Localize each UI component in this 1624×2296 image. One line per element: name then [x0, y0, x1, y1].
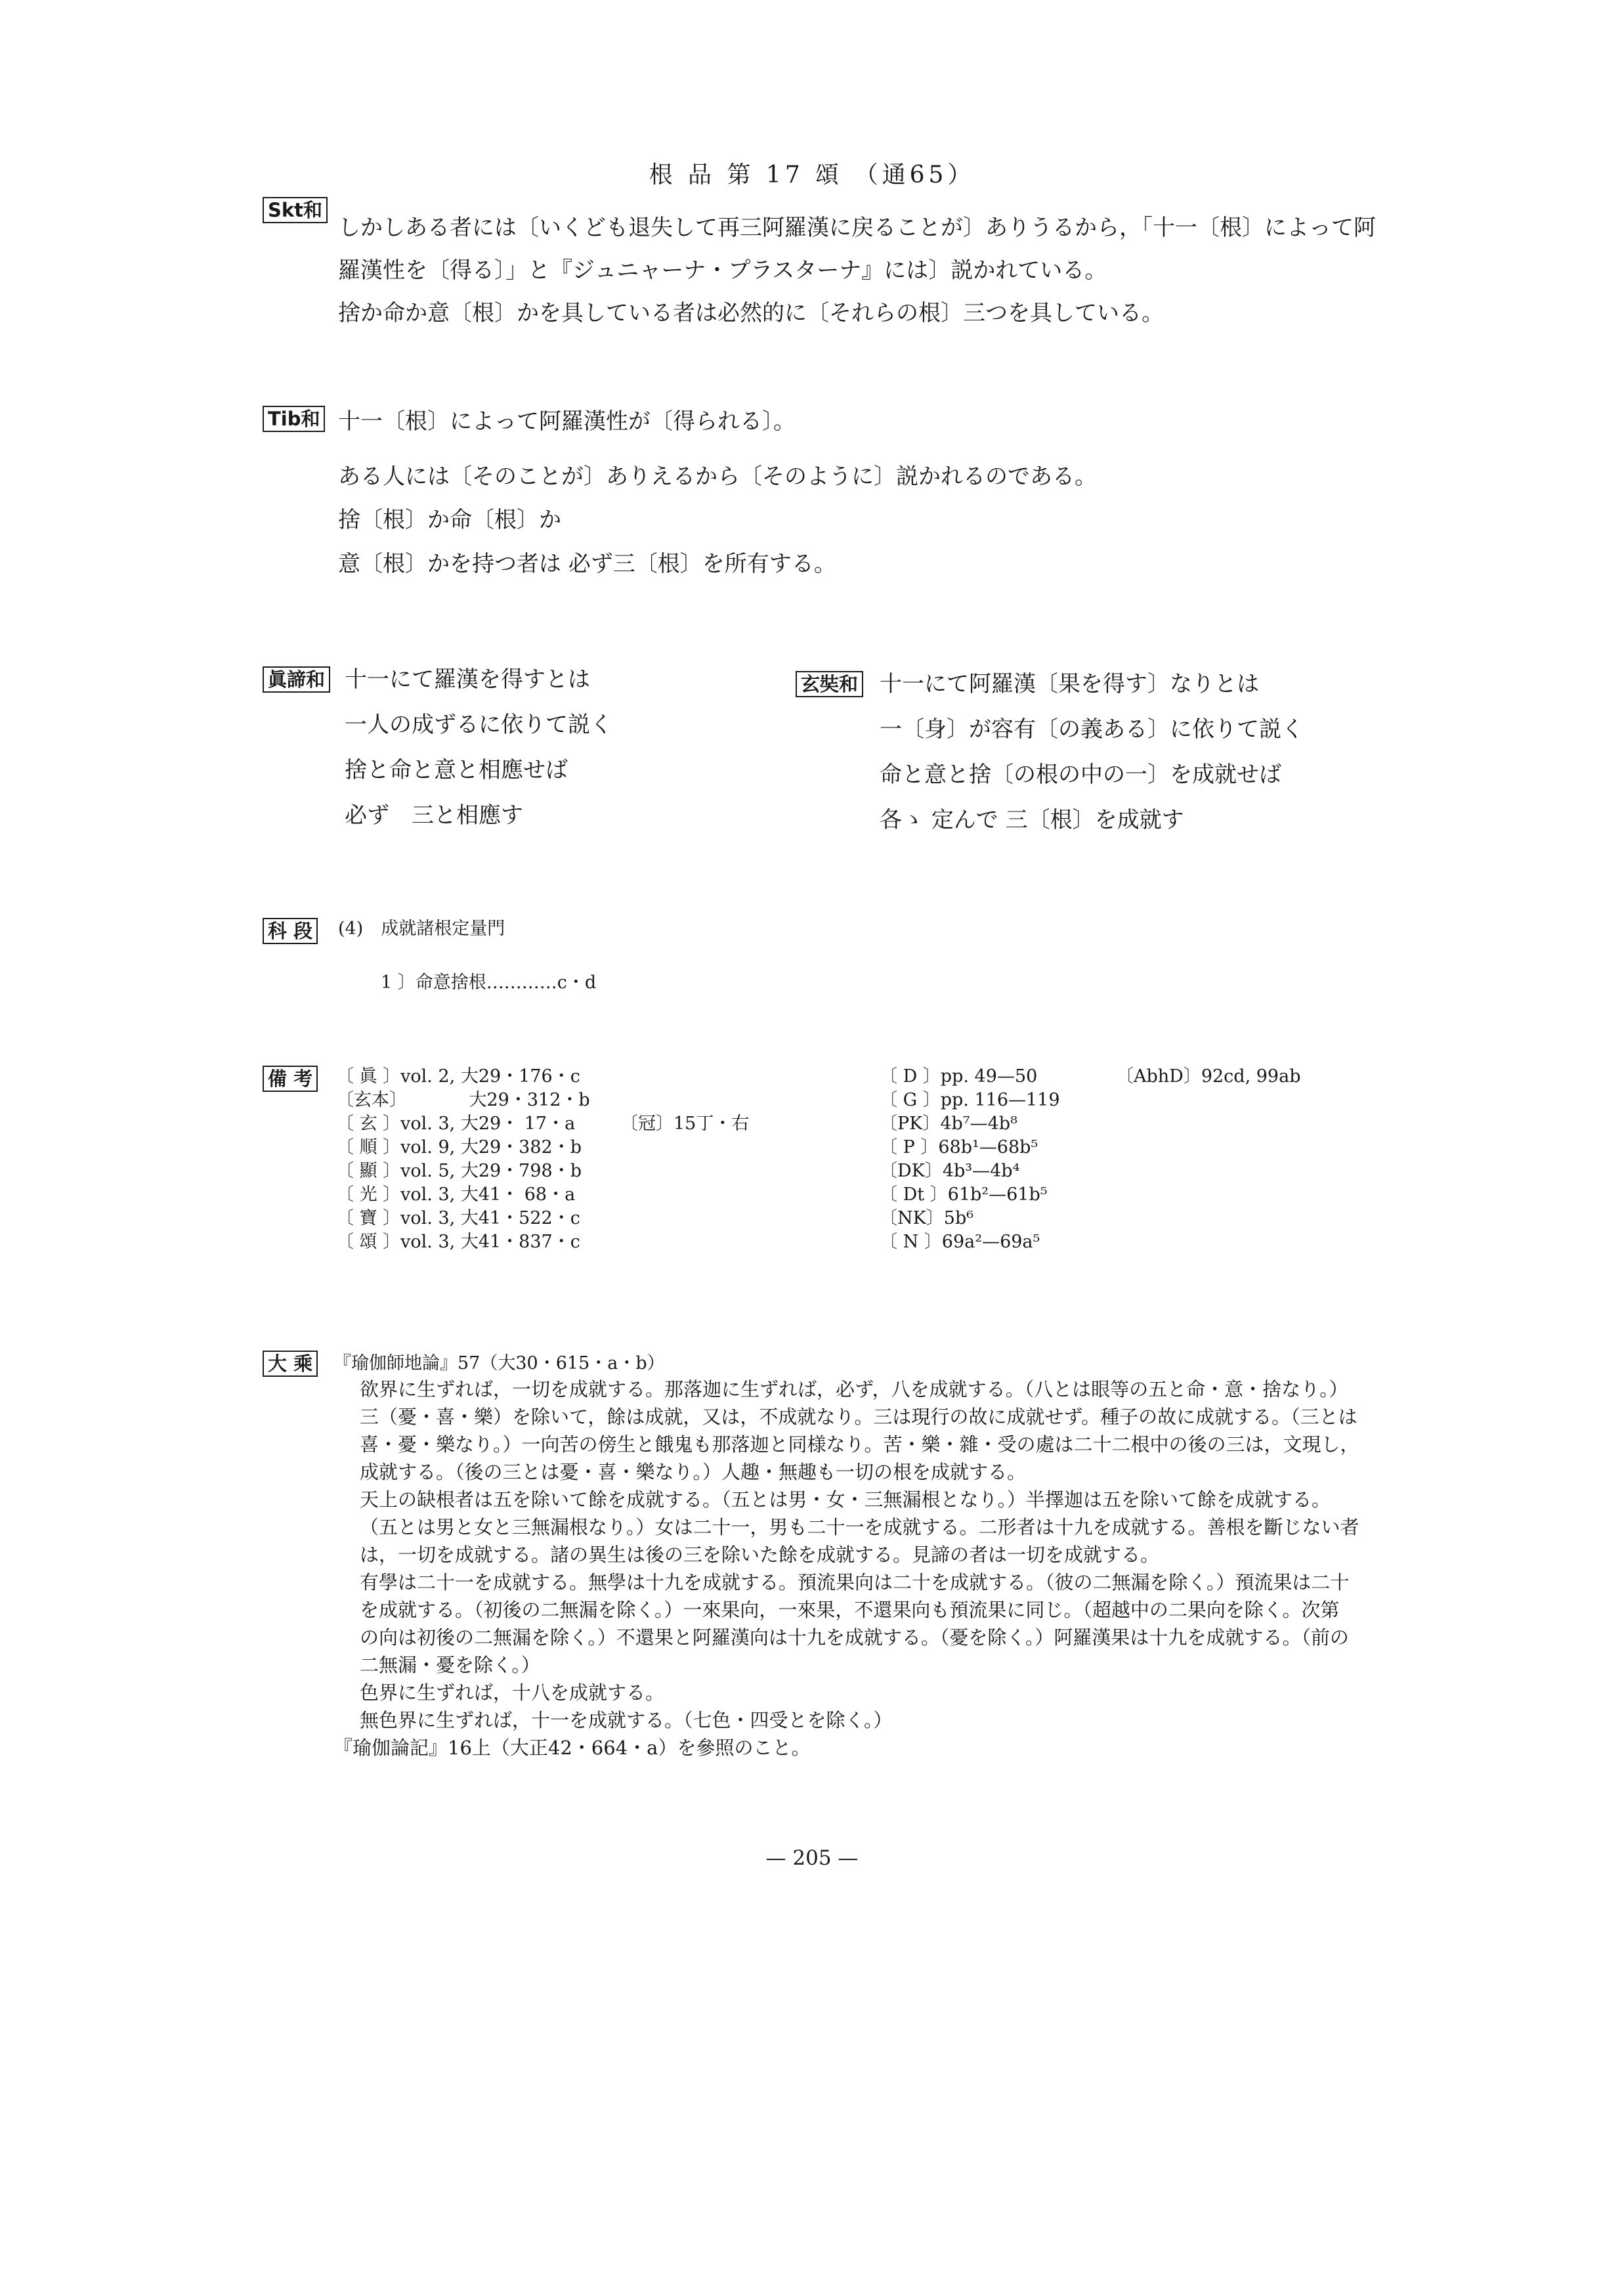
biko-kan: 〔冠〕15丁・右 [620, 1114, 750, 1134]
biko-left-6: 〔 光 〕vol. 3, 大41・ 68・a [336, 1184, 576, 1205]
page-title: 根 品 第 17 頌 （通65） [649, 162, 975, 188]
biko-left-7: 〔 寶 〕vol. 3, 大41・522・c [336, 1208, 580, 1228]
skt-tag: Skt和 [263, 197, 328, 223]
daijo-line-3: 喜・憂・樂なり。）一向苦の傍生と餓鬼も那落迦と同様なり。苦・樂・雜・受の處は二十二根中の後の三は，文現し， [360, 1433, 1359, 1456]
shindai-line-2: 一人の成ずるに依りて説く [345, 712, 612, 738]
biko-right-7: 〔NK〕5b⁶ [880, 1208, 974, 1228]
biko-left-4: 〔 順 〕vol. 9, 大29・382・b [336, 1137, 582, 1158]
skt-line-3: 捨か命か意〔根〕かを具している者は必然的に〔それらの根〕三つを具している。 [338, 300, 1164, 326]
biko-abhd: 〔AbhD〕92cd, 99ab [1116, 1066, 1301, 1087]
daijo-line-5: 天上の缺根者は五を除いて餘を成就する。（五とは男・女・三無漏根となり。）半擇迦は五を除いて餘を成就する。 [360, 1488, 1331, 1511]
biko-right-8: 〔 N 〕69a²—69a⁵ [880, 1232, 1040, 1252]
biko-left-1: 〔 眞 〕vol. 2, 大29・176・c [336, 1066, 580, 1087]
biko-right-3: 〔PK〕4b⁷—4b⁸ [880, 1114, 1017, 1134]
daijo-closing: 『瑜伽論記』16上（大正42・664・a）を參照のこと。 [333, 1737, 811, 1759]
tib-tag: Tib和 [263, 406, 325, 432]
kadan-line-2: 1 〕命意捨根…………c・d [381, 972, 597, 993]
genjo-line-4: 各ゝ 定んで 三〔根〕を成就す [880, 807, 1184, 833]
daijo-line-8: 有學は二十一を成就する。無學は十九を成就する。預流果向は二十を成就する。（彼の二無漏を除く。）預流果は二十 [360, 1571, 1350, 1593]
biko-right-6: 〔 Dt 〕61b²—61b⁵ [880, 1184, 1048, 1205]
biko-right-4: 〔 P 〕68b¹—68b⁵ [880, 1137, 1038, 1158]
daijo-line-4: 成就する。（後の三とは憂・喜・樂なり。）人趣・無趣も一切の根を成就する。 [360, 1461, 1027, 1483]
biko-right-2: 〔 G 〕pp. 116—119 [880, 1090, 1060, 1110]
genjo-line-3: 命と意と捨〔の根の中の一〕を成就せば [880, 762, 1281, 788]
genjo-line-2: 一〔身〕が容有〔の義ある〕に依りて説く [880, 716, 1304, 743]
biko-right-5: 〔DK〕4b³—4b⁴ [880, 1161, 1020, 1181]
shindai-tag: 眞諦和 [263, 666, 330, 693]
daijo-line-7: は，一切を成就する。諸の異生は後の三を除いた餘を成就する。見諦の者は一切を成就する。 [360, 1544, 1160, 1566]
biko-left-3: 〔 玄 〕vol. 3, 大29・ 17・a [336, 1114, 576, 1134]
daijo-ref: 『瑜伽師地論』57（大30・615・a・b） [333, 1353, 665, 1374]
kadan-line-1: (4) 成就諸根定量門 [338, 919, 505, 939]
daijo-line-1: 欲界に生ずれば，一切を成就する。那落迦に生ずれば，必ず，八を成就する。（八とは眼等の五と命・意・捨なり。） [360, 1378, 1348, 1400]
daijo-line-12: 色界に生ずれば，十八を成就する。 [360, 1681, 665, 1704]
daijo-line-9: を成就する。（初後の二無漏を除く。）一來果向，一來果，不還果向も預流果に同じ。（超越中の二果向を除く。次第 [360, 1599, 1340, 1621]
daijo-line-2: 三（憂・喜・樂）を除いて，餘は成就，又は，不成就なり。三は現行の故に成就せず。種子の故に成就する。（三とは [360, 1406, 1357, 1428]
shindai-line-3: 捨と命と意と相應せば [345, 757, 568, 783]
daijo-line-6: （五とは男と女と三無漏根なり。）女は二十一，男も二十一を成就する。二形者は十九を成就する。善根を斷じない者 [360, 1516, 1359, 1538]
tib-line-2: ある人には〔そのことが〕ありえるから〔そのように〕説かれるのである。 [338, 464, 1097, 490]
genjo-line-1: 十一にて阿羅漢〔果を得す〕なりとは [880, 671, 1259, 697]
kadan-tag: 科 段 [263, 918, 318, 944]
skt-line-2: 羅漢性を〔得る〕」と『ジュニャーナ・プラスターナ』には〕説かれている。 [338, 257, 1107, 284]
biko-left-2: 〔玄本〕 大29・312・b [336, 1090, 590, 1110]
daijo-line-10: の向は初後の二無漏を除く。）不還果と阿羅漢向は十九を成就する。（憂を除く。）阿羅漢果は十九を成就する。（前の [360, 1626, 1349, 1649]
biko-tag: 備 考 [263, 1066, 318, 1092]
page-number: — 205 — [765, 1846, 859, 1870]
shindai-line-1: 十一にて羅漢を得すとは [345, 666, 590, 693]
daijo-line-11: 二無漏・憂を除く。） [360, 1654, 540, 1676]
daijo-tag: 大 乘 [263, 1351, 318, 1377]
genjo-tag: 玄奘和 [796, 671, 863, 697]
skt-line-1: しかしある者には〔いくども退失して再三阿羅漢に戻ることが〕ありうるから，「十一〔根〕によって阿 [338, 215, 1376, 241]
biko-right-1: 〔 D 〕pp. 49—50 [880, 1066, 1038, 1087]
tib-line-1: 十一〔根〕によって阿羅漢性が〔得られる〕。 [338, 408, 796, 435]
shindai-line-4: 必ず 三と相應す [345, 802, 523, 829]
tib-line-3: 捨〔根〕か命〔根〕か [338, 507, 561, 533]
biko-left-5: 〔 顯 〕vol. 5, 大29・798・b [336, 1161, 582, 1181]
biko-left-8: 〔 頌 〕vol. 3, 大41・837・c [336, 1232, 580, 1252]
tib-line-4: 意〔根〕かを持つ者は 必ず三〔根〕を所有する。 [338, 551, 836, 577]
daijo-line-13: 無色界に生ずれば，十一を成就する。（七色・四受とを除く。） [360, 1709, 893, 1731]
